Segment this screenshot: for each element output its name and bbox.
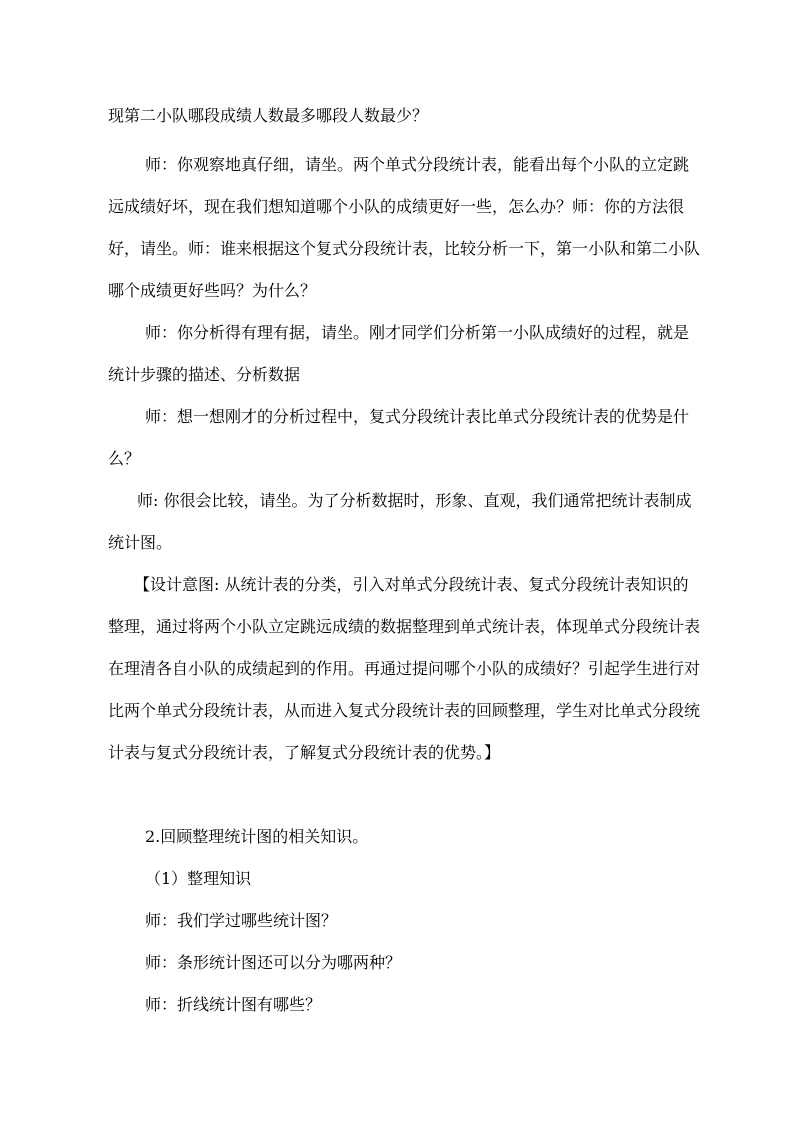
design-intent-note: [108, 564, 700, 774]
paragraph-5: [108, 480, 700, 564]
question-2: [108, 942, 700, 984]
paragraph-5-text: 师: 你很会比较，请坐。为了分析数据时，形象、直观，我们通常把统计表制成统计图。: [108, 491, 692, 552]
question-1-text: 师：我们学过哪些统计图？: [145, 911, 338, 930]
paragraph-1-text: 现第二小队哪段成绩人数最多哪段人数最少？: [108, 106, 429, 125]
paragraph-4-text: 师：想一想刚才的分析过程中，复式分段统计表比单式分段统计表的优势是什么？: [108, 407, 690, 468]
paragraph-4: [108, 396, 700, 480]
sub-heading-1-text: （1）整理知识: [145, 869, 252, 888]
list-heading-2-text: 2.回顾整理统计图的相关知识。: [145, 827, 369, 846]
paragraph-2-text: 师：你观察地真仔细，请坐。两个单式分段统计表，能看出每个小队的立定跳远成绩好坏，现在我们想知道哪个小队的成绩更好一些，怎么办？师：你的方法很好，请坐。师：谁来根据这个复式分段统计表，比较分析一下，第一小队和第二小队哪个成绩更好些吗？为什么？: [108, 155, 701, 300]
question-3: [108, 984, 700, 1026]
design-intent-text: 【设计意图: 从统计表的分类，引入对单式分段统计表、复式分段统计表知识的整理，通过将两个小队立定跳远成绩的数据整理到单式统计表，体现单式分段统计表在理清各自小队的成绩起到的作用。再通过提问哪个小队的成绩好？引起学生进行对比两个单式分段统计表，从而进入复式分段统计表的回顾整理，学生对比单式分段统计表与复式分段统计表，了解复式分段统计表的优势。】: [108, 575, 701, 762]
paragraph-3-text: 师：你分析得有理有据，请坐。刚才同学们分析第一小队成绩好的过程，就是统计步骤的描述、分析数据: [108, 323, 690, 384]
question-2-text: 师：条形统计图还可以分为哪两种？: [145, 953, 402, 972]
paragraph-2: [108, 144, 700, 312]
paragraph-1: [108, 95, 700, 137]
question-3-text: 师：折线统计图有哪些？: [145, 995, 322, 1014]
list-heading-2: [108, 816, 700, 858]
question-1: [108, 900, 700, 942]
paragraph-3: [108, 312, 700, 396]
sub-heading-1: [108, 858, 700, 900]
